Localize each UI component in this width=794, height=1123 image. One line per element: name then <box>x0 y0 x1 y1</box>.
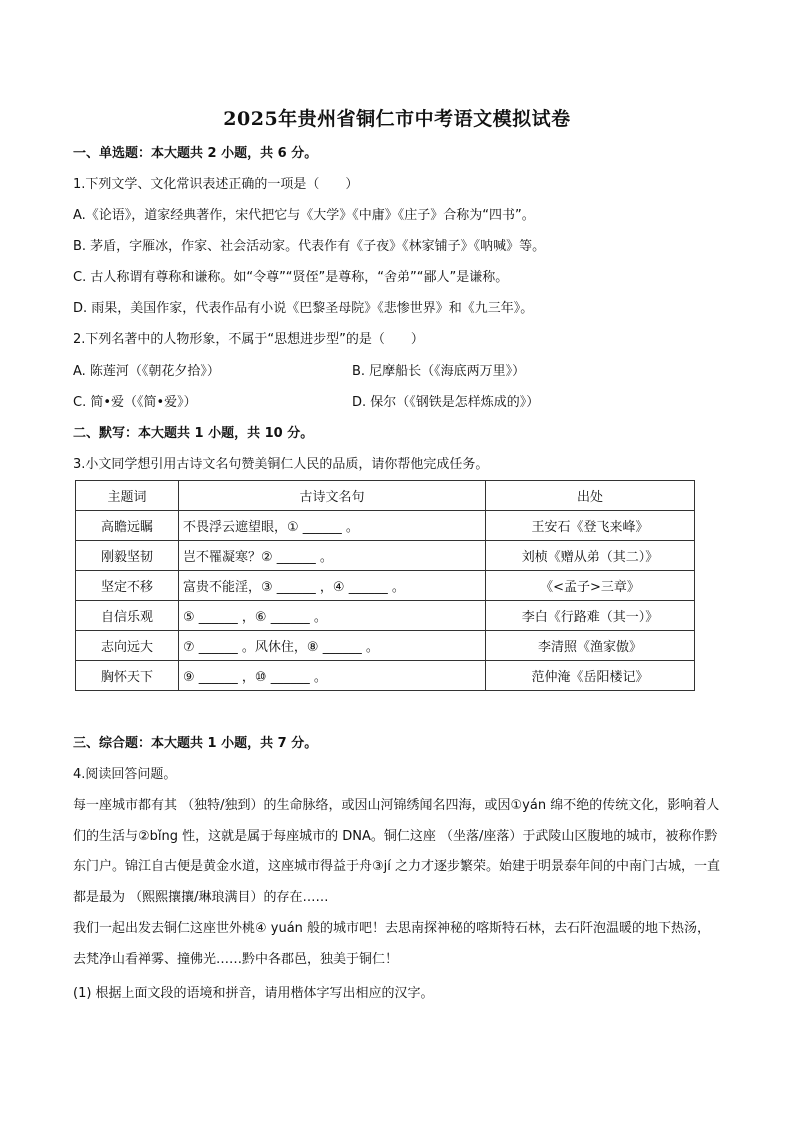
header-source: 出处 <box>486 481 695 511</box>
source-cell: 范仲淹《岳阳楼记》 <box>486 661 695 691</box>
theme-cell: 自信乐观 <box>76 601 179 631</box>
verse-cell: ⑦ ______ 。风休住，⑧ ______ 。 <box>179 631 486 661</box>
q4-sub-question-1: (1) 根据上面文段的语境和拼音，请用楷体字写出相应的汉字。 <box>73 986 434 1001</box>
theme-cell: 胸怀天下 <box>76 661 179 691</box>
theme-cell: 高瞻远瞩 <box>76 511 179 541</box>
verse-cell: 岂不罹凝寒？② ______ 。 <box>179 541 486 571</box>
verse-cell: ⑤ ______ ，⑥ ______ 。 <box>179 601 486 631</box>
table-header-row <box>76 481 695 511</box>
q2-option-c: C. 简•爱（《简•爱》） <box>73 395 197 410</box>
table-row <box>76 571 695 601</box>
section1-heading: 一、单选题：本大题共 2 小题，共 6 分。 <box>73 146 318 161</box>
table-row <box>76 661 695 691</box>
q1-option-c: C. 古人称谓有尊称和谦称。如“令尊”“贤侄”是尊称，“舍弟”“鄙人”是谦称。 <box>73 270 509 285</box>
q4-paragraph-1: 每一座城市都有其 （独特/独到）的生命脉络，或因山河锦绣闻名四海，或因①yán 绵不绝的传统文化，影响着人们的生活与②bǐng 性，这就是属于每座城市的 DNA。铜仁这座 （坐落/座落）于武陵山区腹地的城市，被称作黔东门户。锦江自古便是黄金水道，这座城市得益于舟③jí 之力才逐步繁荣。始建于明景泰年间的中南门古城，一直都是最为 （熙熙攘攘/琳琅满目）的存在…… <box>73 798 721 906</box>
q1-option-b: B. 茅盾，字雁冰，作家、社会活动家。代表作有《子夜》《林家铺子》《呐喊》等。 <box>73 239 546 254</box>
section2-heading: 二、默写：本大题共 1 小题，共 10 分。 <box>73 426 314 441</box>
theme-cell: 志向远大 <box>76 631 179 661</box>
header-theme: 主题词 <box>76 481 179 511</box>
theme-cell: 刚毅坚韧 <box>76 541 179 571</box>
table-row <box>76 601 695 631</box>
theme-cell: 坚定不移 <box>76 571 179 601</box>
q4-stem: 4.阅读回答问题。 <box>73 767 177 782</box>
q3-stem: 3.小文同学想引用古诗文名句赞美铜仁人民的品质，请你帮他完成任务。 <box>73 457 489 472</box>
header-verse: 古诗文名句 <box>179 481 486 511</box>
table-row <box>76 631 695 661</box>
table-row <box>76 511 695 541</box>
q2-option-b: B. 尼摩船长（《海底两万里》） <box>352 364 526 379</box>
q2-option-d: D. 保尔（《钢铁是怎样炼成的》） <box>352 395 540 410</box>
section3-heading: 三、综合题：本大题共 1 小题，共 7 分。 <box>73 736 318 751</box>
source-cell: 李白《行路难（其一）》 <box>486 601 695 631</box>
table-row <box>76 541 695 571</box>
verse-cell: 富贵不能淫，③ ______ ，④ ______ 。 <box>179 571 486 601</box>
verse-cell: ⑨ ______ ，⑩ ______ 。 <box>179 661 486 691</box>
verse-cell: 不畏浮云遮望眼，① ______ 。 <box>179 511 486 541</box>
source-cell: 王安石《登飞来峰》 <box>486 511 695 541</box>
q1-option-d: D. 雨果，美国作家，代表作品有小说《巴黎圣母院》《悲惨世界》和《九三年》。 <box>73 301 534 316</box>
q1-option-a: A.《论语》，道家经典著作，宋代把它与《大学》《中庸》《庄子》合称为“四书”。 <box>73 208 535 223</box>
poem-table <box>75 480 695 691</box>
q4-paragraph-2: 我们一起出发去铜仁这座世外桃④ yuán 般的城市吧！去思南探神秘的喀斯特石林，去石阡泡温暖的地下热汤，去梵净山看禅雾、撞佛光……黔中各郡邑，独美于铜仁！ <box>73 921 711 967</box>
source-cell: 《<孟子>三章》 <box>486 571 695 601</box>
q2-option-a: A. 陈莲河（《朝花夕拾》） <box>73 364 220 379</box>
source-cell: 刘桢《赠从弟（其二）》 <box>486 541 695 571</box>
exam-title: 2025年贵州省铜仁市中考语文模拟试卷 <box>223 108 571 130</box>
source-cell: 李清照《渔家傲》 <box>486 631 695 661</box>
q1-stem: 1.下列文学、文化常识表述正确的一项是（ ） <box>73 177 359 192</box>
q2-stem: 2.下列名著中的人物形象，不属于“思想进步型”的是（ ） <box>73 332 424 347</box>
